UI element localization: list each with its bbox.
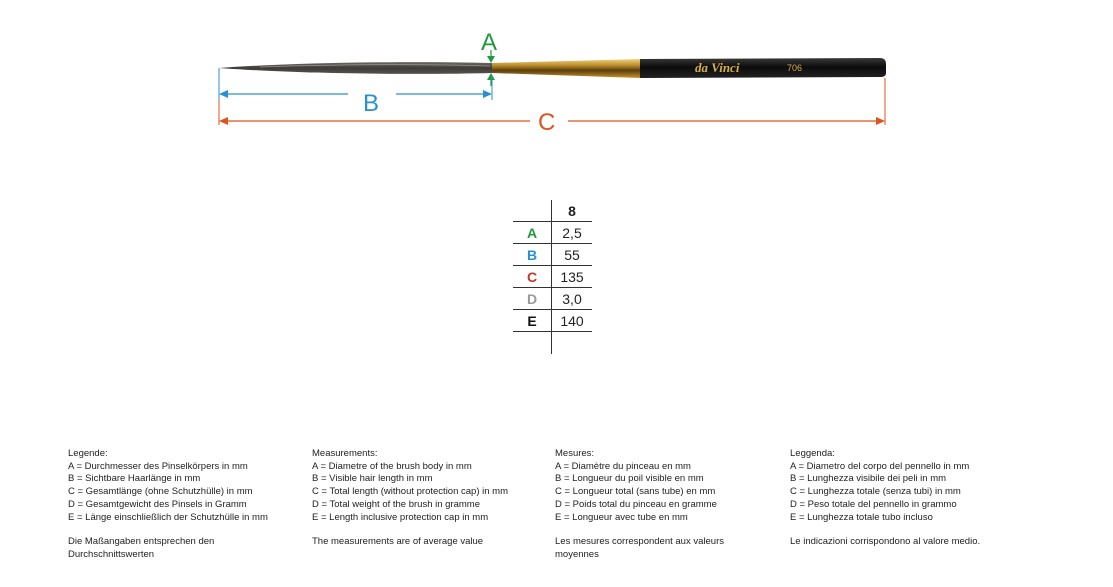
- legend-line: A = Diametro del corpo del pennello in mm: [790, 460, 970, 472]
- brush-handle: [640, 58, 886, 78]
- legend-italian: [790, 448, 1020, 549]
- size-spec-table: [513, 200, 592, 354]
- legend-note: Les mesures correspondent aux valeurs moyennes: [555, 536, 724, 560]
- legend-line: E = Length inclusive protection cap in mm: [312, 511, 489, 523]
- dimension-c-label: C: [538, 109, 556, 136]
- table-key-b: B: [513, 244, 552, 266]
- table-value-b: 55: [552, 244, 593, 266]
- legend-line: E = Länge einschließlich der Schutzhülle in mm: [68, 511, 268, 523]
- dimension-a-arrowhead-top: [487, 56, 495, 63]
- table-row: [513, 310, 592, 332]
- table-value-d: 3,0: [552, 288, 593, 310]
- table-key-c: C: [513, 266, 552, 288]
- table-row: [513, 222, 592, 244]
- brush-ferrule: [492, 59, 640, 78]
- brush-dimension-diagram: [0, 0, 1113, 140]
- table-key-a: A: [513, 222, 552, 244]
- legend-title: Mesures:: [555, 448, 595, 459]
- legend-note: The measurements are of average value: [312, 536, 484, 548]
- legend-german: [68, 448, 298, 562]
- legend-note: Le indicazioni corrispondono al valore medio.: [790, 536, 981, 548]
- brush-hair: [219, 62, 492, 74]
- legend-line: B = Longueur du poil visible en mm: [555, 473, 704, 485]
- legend-line: A = Diametre of the brush body in mm: [312, 460, 472, 472]
- table-value-e: 140: [552, 310, 593, 332]
- table-size-header: 8: [552, 200, 593, 222]
- legend-line: B = Visible hair length in mm: [312, 473, 433, 485]
- table-value-c: 135: [552, 266, 593, 288]
- legend-english: [312, 448, 542, 549]
- legend-line: E = Lunghezza totale tubo incluso: [790, 511, 933, 523]
- dimension-c-arrowhead-left: [219, 117, 228, 125]
- dimension-a-arrowhead-bottom: [487, 73, 495, 80]
- legend-title: Legende:: [68, 448, 108, 459]
- dimension-a-label: A: [481, 29, 498, 56]
- table-row: [513, 266, 592, 288]
- legend-line: E = Longueur avec tube en mm: [555, 511, 688, 523]
- legend-line: D = Gesamtgewicht des Pinsels in Gramm: [68, 498, 247, 510]
- dimension-b-label: B: [363, 90, 380, 117]
- legend-line: B = Sichtbare Haarlänge in mm: [68, 473, 201, 485]
- table-key-e: E: [513, 310, 552, 332]
- legend-line: C = Gesamtlänge (ohne Schutzhülle) in mm: [68, 486, 253, 498]
- table-row: [513, 244, 592, 266]
- legend-line: D = Total weight of the brush in gramme: [312, 498, 481, 510]
- brush-brand-text: da Vinci: [695, 60, 740, 75]
- table-empty-row: [513, 332, 592, 355]
- legend-line: C = Total length (without protection cap) in mm: [312, 486, 508, 498]
- legend-title: Leggenda:: [790, 448, 835, 459]
- legend-note: Die Maßangaben entsprechen den Durchschnittswerten: [68, 536, 215, 560]
- brush-series-text: 706: [787, 63, 803, 73]
- legend-line: D = Peso totale del pennello in grammo: [790, 498, 957, 510]
- dimension-c-arrowhead-right: [876, 117, 885, 125]
- table-empty-value: [552, 332, 593, 355]
- legend-line: B = Lunghezza visibile dei peli in mm: [790, 473, 947, 485]
- legend-french: [555, 448, 785, 562]
- legend-line: D = Poids total du pinceau en gramme: [555, 498, 717, 510]
- table-row: [513, 288, 592, 310]
- legend-title: Measurements:: [312, 448, 378, 459]
- table-value-a: 2,5: [552, 222, 593, 244]
- table-key-d: D: [513, 288, 552, 310]
- legend-line: C = Lunghezza totale (senza tubi) in mm: [790, 486, 961, 498]
- legend-line: C = Longueur total (sans tube) en mm: [555, 486, 716, 498]
- table-empty-key: [513, 332, 552, 355]
- dimension-b-arrowhead-left: [219, 90, 228, 98]
- legend-line: A = Diamètre du pinceau en mm: [555, 460, 691, 472]
- dimension-b-arrowhead-right: [483, 90, 492, 98]
- table-header-row: [513, 200, 592, 222]
- table-header-corner: [513, 200, 552, 222]
- legend-line: A = Durchmesser des Pinselkörpers in mm: [68, 460, 248, 472]
